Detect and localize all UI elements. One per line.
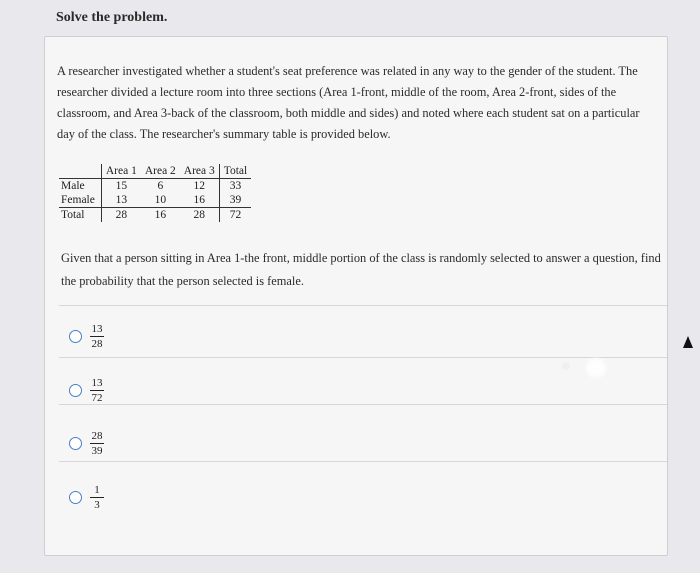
table-cell: 72 xyxy=(219,208,251,223)
table-row xyxy=(59,208,251,223)
table-header-cell: Area 2 xyxy=(141,164,180,179)
fraction-bar xyxy=(90,497,104,498)
fraction xyxy=(90,430,104,457)
table-header-cell: Total xyxy=(219,164,251,179)
mouse-cursor-icon xyxy=(683,336,693,348)
divider xyxy=(59,461,667,462)
problem-heading: Solve the problem. xyxy=(56,10,168,25)
table-cell: 6 xyxy=(157,180,164,192)
answer-option-2[interactable] xyxy=(69,377,104,404)
fraction-numerator: 13 xyxy=(91,377,103,389)
table-cell: 12 xyxy=(180,179,219,194)
fraction-denominator: 72 xyxy=(91,392,103,404)
table-cell: 33 xyxy=(229,180,242,192)
table-cell: 13 xyxy=(115,194,128,206)
divider xyxy=(59,305,667,306)
screen-glare xyxy=(562,362,570,370)
table-row-label: Female xyxy=(59,193,101,208)
screen-glare xyxy=(584,357,608,379)
table-cell: 16 xyxy=(141,208,180,223)
table-row-label: Male xyxy=(59,179,101,194)
fraction-denominator: 3 xyxy=(94,499,100,511)
fraction-denominator: 28 xyxy=(91,338,103,350)
answer-option-3[interactable] xyxy=(69,430,104,457)
fraction xyxy=(90,377,104,404)
fraction-bar xyxy=(90,336,104,337)
problem-paragraph: A researcher investigated whether a student's seat preference was related in any way to the gender of the student. The researcher divided a lecture room into three sections (Area 1-front, middle of the room, Area 2-front, sides of the classroom, and Area 3-back of the classroom, both middle and sides) and noted where each student sat on a particular day of the class. The researcher's summary table is provided below. xyxy=(57,64,640,141)
fraction-bar xyxy=(90,390,104,391)
fraction xyxy=(90,484,104,511)
divider xyxy=(59,404,667,405)
fraction-numerator: 1 xyxy=(94,484,100,496)
table-cell: 10 xyxy=(154,194,167,206)
table-cell: 16 xyxy=(180,193,219,208)
answer-option-4[interactable] xyxy=(69,484,104,511)
fraction xyxy=(90,323,104,350)
table-header-row xyxy=(59,164,251,179)
radio-button[interactable] xyxy=(69,330,82,343)
table-header-cell: Area 3 xyxy=(180,164,219,179)
table-row xyxy=(59,193,251,208)
table-row xyxy=(59,179,251,194)
fraction-denominator: 39 xyxy=(91,445,103,457)
table-cell: 39 xyxy=(229,194,242,206)
table-header-cell: Area 1 xyxy=(101,164,140,179)
radio-button[interactable] xyxy=(69,384,82,397)
table-row-label: Total xyxy=(59,208,101,223)
fraction-numerator: 13 xyxy=(91,323,103,335)
radio-button[interactable] xyxy=(69,437,82,450)
table-cell: 28 xyxy=(180,208,219,223)
summary-table xyxy=(59,164,251,222)
fraction-numerator: 28 xyxy=(91,430,103,442)
table-cell: 15 xyxy=(115,180,128,192)
table-cell: 28 xyxy=(101,208,140,223)
fraction-bar xyxy=(90,443,104,444)
radio-button[interactable] xyxy=(69,491,82,504)
question-text: Given that a person sitting in Area 1-the front, middle portion of the class is randomly selected to answer a question, find the probability that the person selected is female. xyxy=(61,251,661,288)
table-header-cell xyxy=(59,164,101,179)
question-card xyxy=(44,36,668,556)
divider xyxy=(59,357,667,358)
answer-option-1[interactable] xyxy=(69,323,104,350)
